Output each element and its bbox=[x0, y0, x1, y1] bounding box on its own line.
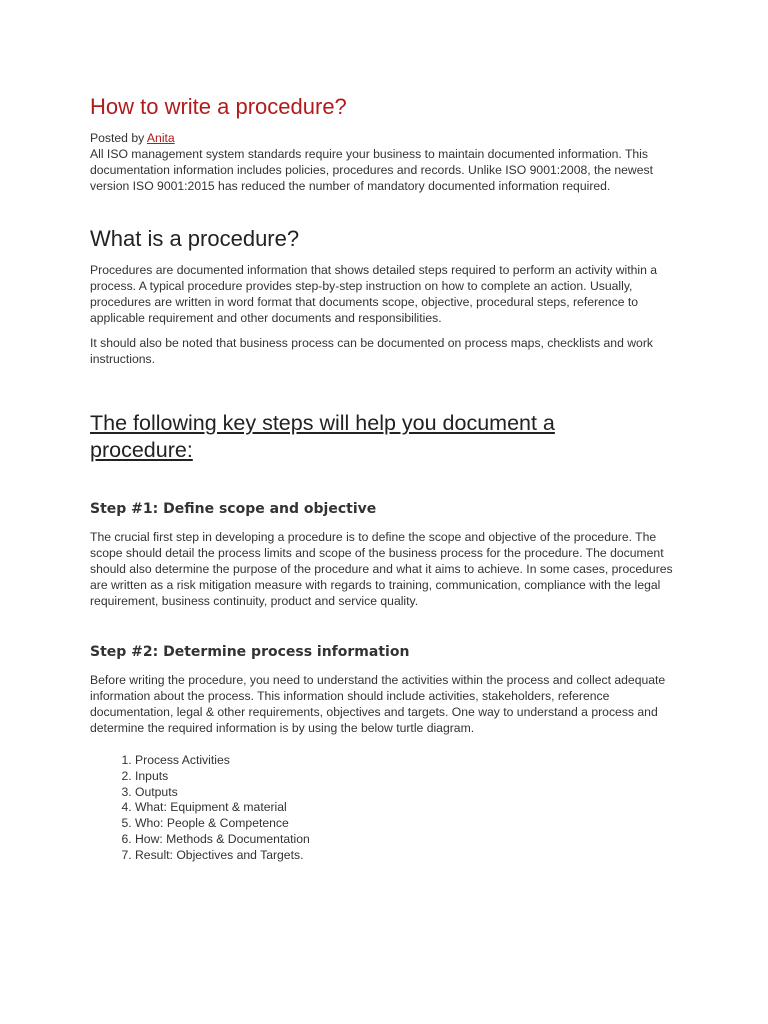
page-title: How to write a procedure? bbox=[90, 94, 347, 119]
step2-heading: Step #2: Determine process information bbox=[90, 644, 410, 660]
step1-paragraph: The crucial first step in developing a procedure is to define the scope and objective of the procedure. The scope should detail the process limits and scope of the business process for the procedure. The document should also determine the purpose of the procedure and what it aims to achieve. In some cases, procedures are written as a risk mitigation measure with regards to training, communication, compliance with the legal requirement, business continuity, product and service quality. bbox=[90, 530, 673, 608]
list-item: 7. Result: Objectives and Targets. bbox=[135, 848, 310, 864]
what-is-paragraph-2: It should also be noted that business process can be documented on process maps, checklists and work instructions. bbox=[90, 336, 653, 366]
what-is-heading: What is a procedure? bbox=[90, 226, 300, 251]
byline bbox=[90, 130, 175, 146]
list-item: 4. What: Equipment & material bbox=[135, 800, 310, 816]
list-item: 2. Inputs bbox=[135, 769, 310, 785]
posted-by-label: Posted by bbox=[90, 131, 147, 145]
author-link[interactable]: Anita bbox=[146, 131, 175, 145]
list-item: 5. Who: People & Competence bbox=[135, 816, 310, 832]
step1-heading: Step #1: Define scope and objective bbox=[90, 501, 377, 517]
what-is-paragraph-1: Procedures are documented information that shows detailed steps required to perform an activity within a process. A typical procedure provides step-by-step instruction on how to complete an action. Usually, procedures are written in word format that documents scope, objective, procedural steps, reference to applicable requirement and other documents and responsibilities. bbox=[90, 263, 658, 325]
list-item: 3. Outputs bbox=[135, 785, 310, 801]
intro-paragraph: All ISO management system standards require your business to maintain documented information. This documentation information includes policies, procedures and records. Unlike ISO 9001:2008, the newest version ISO 9001:2015 has reduced the number of mandatory documented information required. bbox=[90, 147, 653, 193]
step2-paragraph: Before writing the procedure, you need to understand the activities within the process and collect adequate information about the process. This information should include activities, stakeholders, reference documentation, legal & other requirements, objectives and targets. One way to understand a process and determine the required information is by using the below turtle diagram. bbox=[90, 673, 666, 735]
list-item: 1. Process Activities bbox=[135, 753, 310, 769]
list-item: 6. How: Methods & Documentation bbox=[135, 832, 310, 848]
key-steps-heading: The following key steps will help you document a procedure: bbox=[90, 411, 555, 462]
process-info-list bbox=[90, 753, 310, 864]
